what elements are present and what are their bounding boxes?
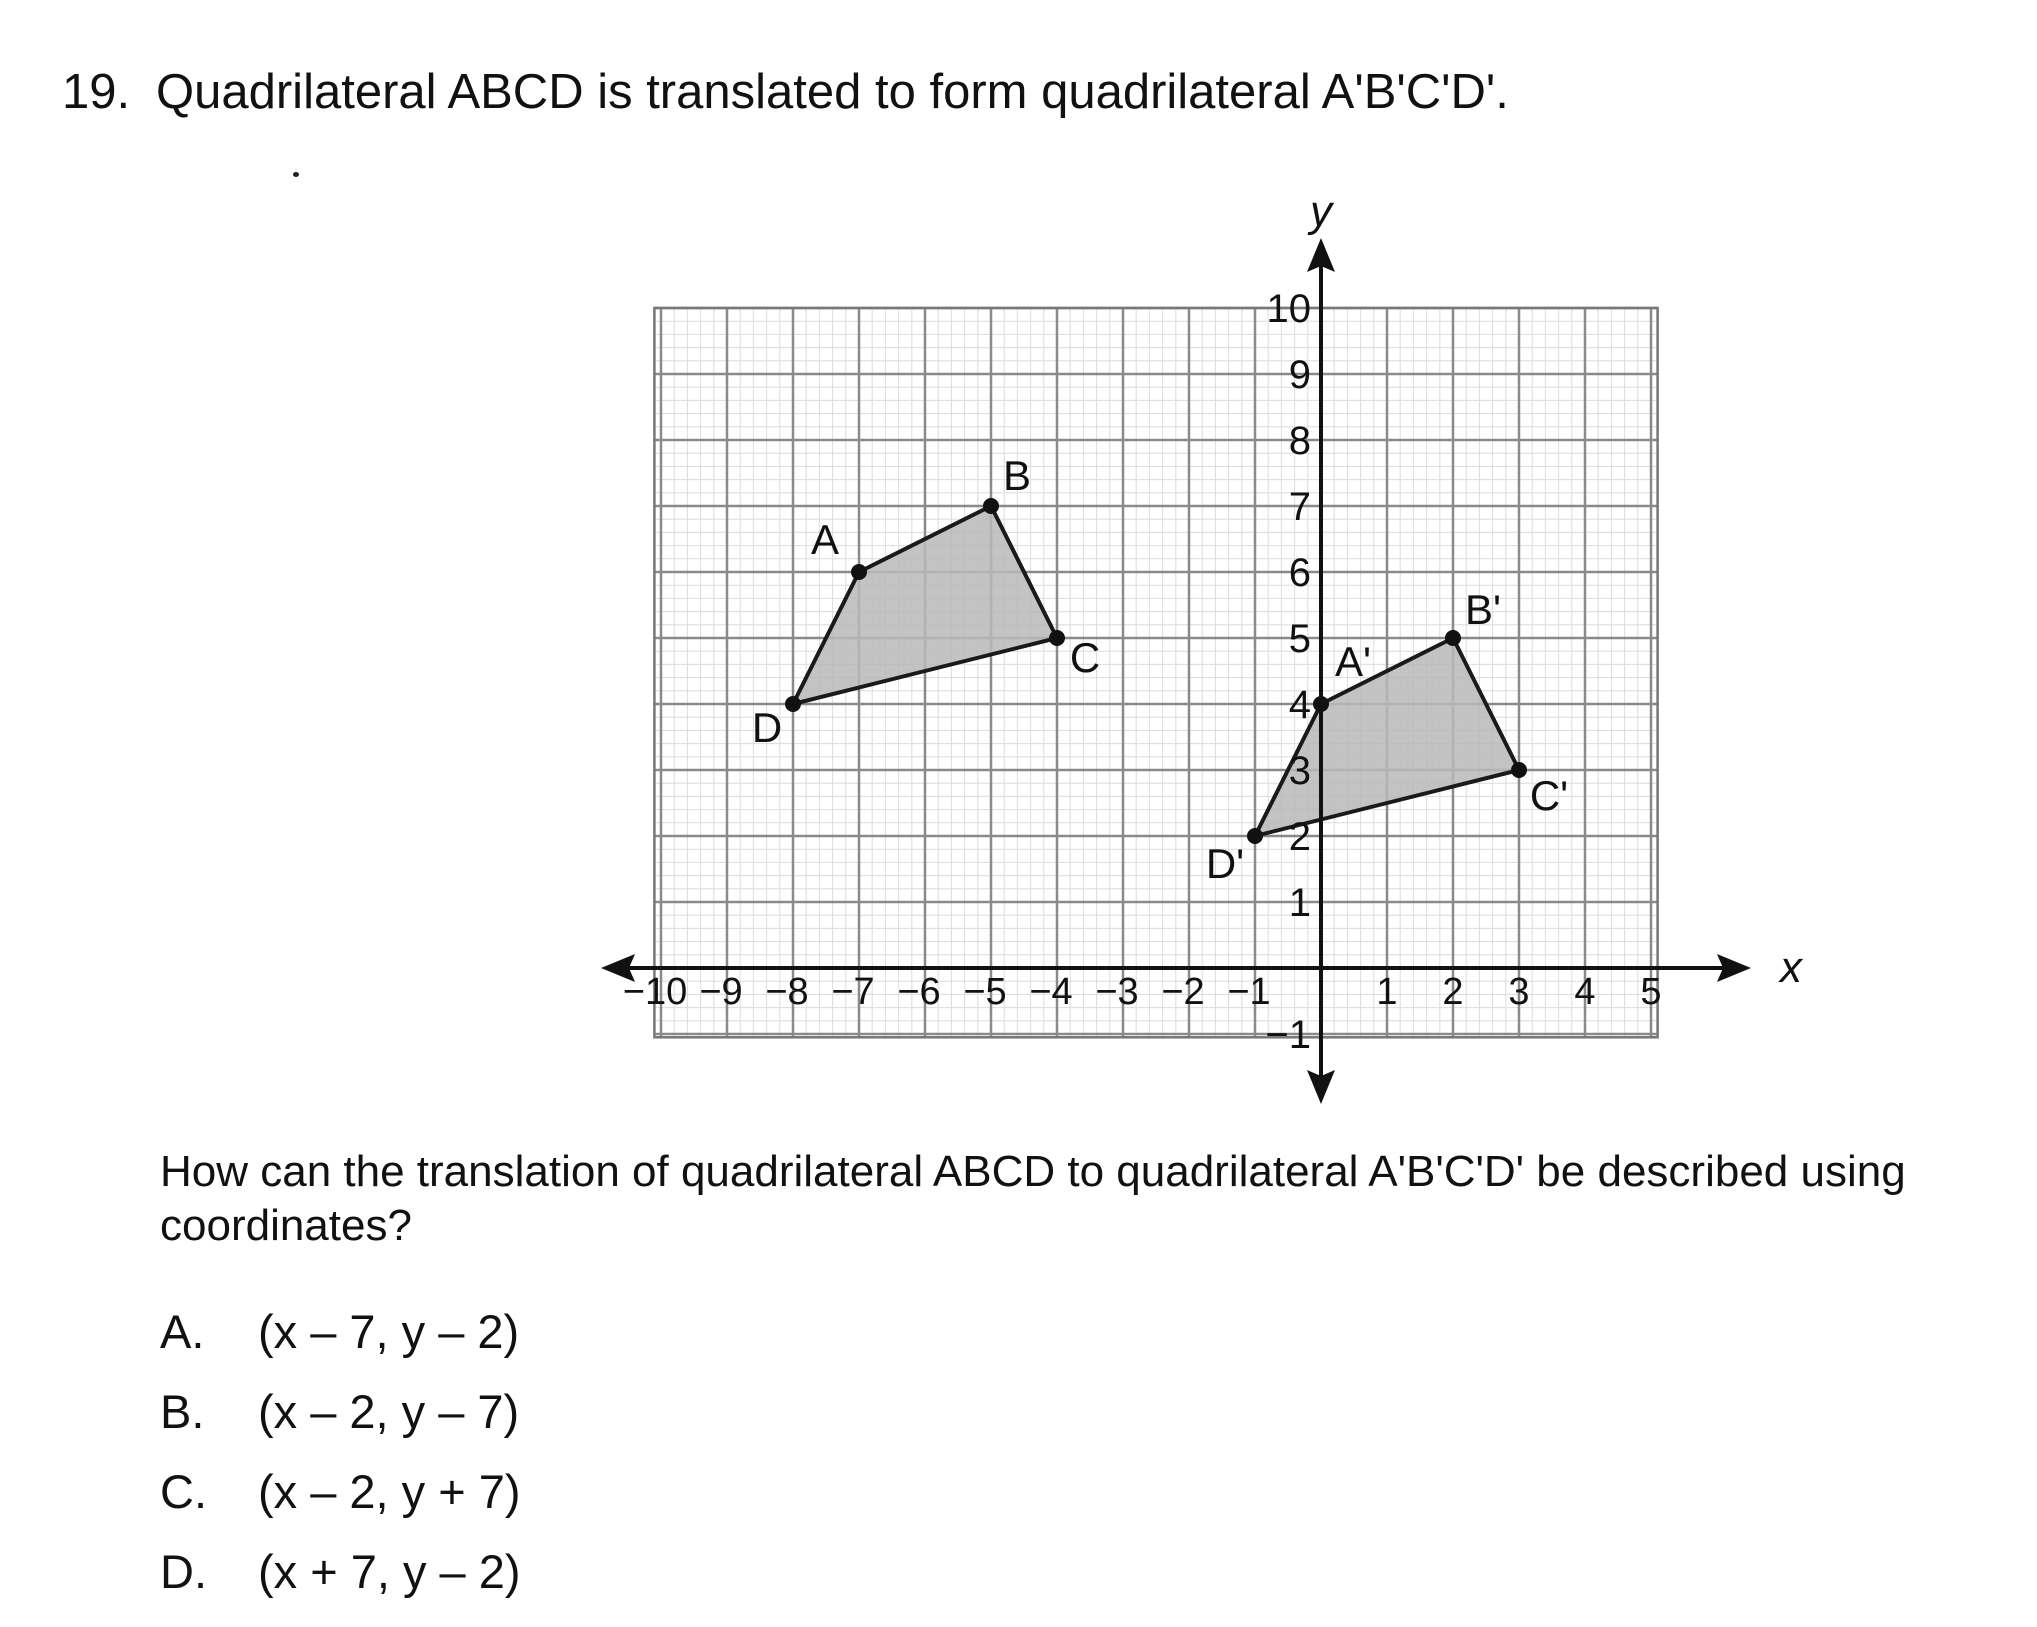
y-tick-label: 7 (1288, 485, 1311, 529)
x-tick-label: −10 (622, 971, 688, 1013)
question-prompt: How can the translation of quadrilateral ABCD to quadrilateral A'B'C'D' be described using coordinates? (160, 1147, 1906, 1250)
choice-expression: (x – 7, y – 2) (258, 1305, 520, 1358)
y-tick-label: 8 (1288, 419, 1311, 463)
x-tick-label: −3 (1095, 971, 1139, 1013)
choice-d[interactable] (160, 1545, 521, 1598)
x-tick-label: 3 (1508, 971, 1530, 1013)
vertex-point (1511, 762, 1527, 778)
vertex-label: B' (1464, 586, 1502, 633)
y-tick-label: 1 (1288, 881, 1311, 925)
x-tick-label: 5 (1640, 971, 1662, 1013)
y-tick-label: 2 (1288, 815, 1311, 859)
question-number: 19. (62, 65, 131, 119)
x-tick-label: −1 (1227, 971, 1271, 1013)
choice-a[interactable] (160, 1305, 520, 1358)
y-tick-label: 4 (1288, 683, 1311, 727)
y-tick-label: 5 (1288, 617, 1311, 661)
grid-lines (654, 308, 1657, 1037)
vertex-label: C' (1529, 772, 1569, 819)
x-tick-label: −5 (963, 971, 1007, 1013)
vertex-label: A (810, 516, 840, 563)
y-tick-label: 3 (1288, 749, 1311, 793)
y-axis-label: y (1310, 187, 1332, 236)
question-text: Quadrilateral ABCD is translated to form quadrilateral A'B'C'D'. (156, 65, 1509, 119)
vertex-label: B (1002, 452, 1032, 499)
y-tick-label: −1 (1265, 1013, 1311, 1057)
y-tick-label: 9 (1288, 353, 1311, 397)
vertex-label: D (751, 704, 783, 751)
x-tick-label: −9 (699, 971, 743, 1013)
choice-letter: B. (160, 1385, 205, 1438)
labels (623, 187, 1804, 1057)
vertex-point (851, 564, 867, 580)
x-tick-label: −2 (1161, 971, 1205, 1013)
choice-letter: D. (160, 1545, 207, 1598)
vertex-point (1049, 630, 1065, 646)
x-tick-label: 2 (1442, 971, 1464, 1013)
x-tick-label: −6 (897, 971, 941, 1013)
vertex-label: C (1069, 634, 1101, 681)
x-tick-label: −7 (831, 971, 875, 1013)
x-tick-label: −4 (1029, 971, 1073, 1013)
vertex-point (1445, 630, 1461, 646)
x-tick-label: −8 (765, 971, 809, 1013)
choice-c[interactable] (160, 1465, 521, 1518)
vertex-point (785, 696, 801, 712)
quadrilaterals (785, 498, 1527, 844)
y-tick-label: 10 (1266, 287, 1311, 331)
x-tick-label: 4 (1574, 971, 1596, 1013)
choice-b[interactable] (160, 1385, 520, 1438)
choice-letter: A. (160, 1305, 205, 1358)
choice-expression: (x + 7, y – 2) (258, 1545, 521, 1598)
vertex-label: A' (1334, 638, 1372, 685)
choice-expression: (x – 2, y + 7) (258, 1465, 521, 1518)
x-tick-label: 1 (1376, 971, 1398, 1013)
vertex-point (1247, 828, 1263, 844)
choice-letter: C. (160, 1465, 207, 1518)
y-tick-label: 6 (1288, 551, 1311, 595)
vertex-label: D' (1205, 840, 1245, 887)
x-axis-label: x (1780, 943, 1802, 992)
vertex-point (983, 498, 999, 514)
choice-expression: (x – 2, y – 7) (258, 1385, 520, 1438)
